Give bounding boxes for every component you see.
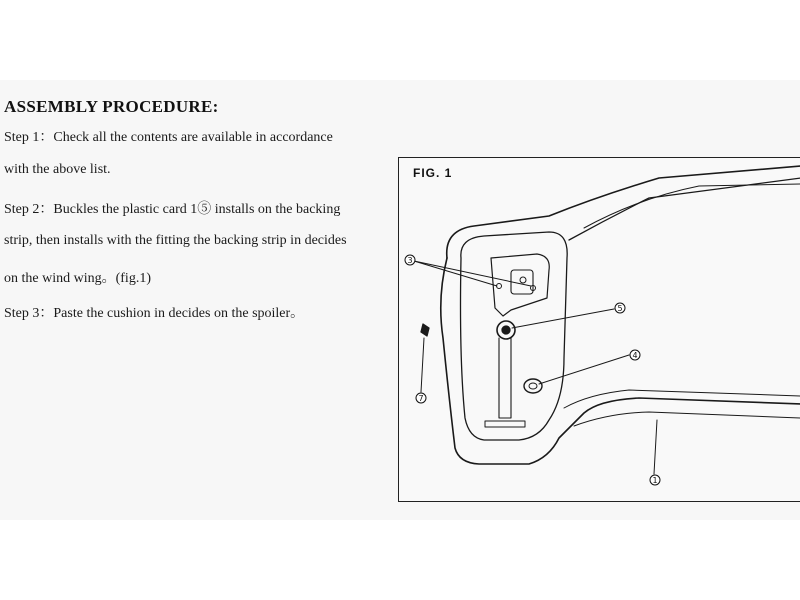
- leader-line-5: [512, 309, 614, 328]
- callout-7: [416, 393, 426, 403]
- leader-line-3b: [414, 261, 531, 286]
- step-1-line-1: Step 1：Check all the contents are available in accordance: [4, 130, 333, 145]
- step-2-line-1: Step 2：Buckles the plastic card 1⑤ installs on the backing: [4, 202, 341, 217]
- rubber-grommet-inner: [529, 383, 537, 389]
- spoiler-top-inner-edge: [584, 184, 800, 228]
- spoiler-diagram: [399, 158, 800, 502]
- leader-line-4: [539, 355, 629, 384]
- spoiler-bottom-flange: [574, 412, 800, 426]
- screw-icon: [421, 324, 429, 336]
- slot-base: [485, 421, 525, 427]
- callout-5-number: 5: [617, 304, 623, 313]
- callout-4-number: 4: [632, 351, 638, 360]
- leader-line-3a: [414, 261, 497, 286]
- leader-line-1: [654, 420, 657, 474]
- spoiler-top-edge: [569, 178, 800, 240]
- clip-hole-right: [520, 277, 526, 283]
- callout-7-number: 7: [418, 394, 424, 403]
- callout-5: [615, 303, 625, 313]
- vertical-slot: [499, 338, 511, 418]
- step-2-line-3: on the wind wing。(fig.1): [4, 271, 151, 286]
- callout-3-number: 3: [407, 256, 413, 265]
- callout-3: [405, 255, 415, 265]
- rubber-grommet: [524, 379, 542, 393]
- step-3-line-1: Step 3：Paste the cushion in decides on the spoiler。: [4, 306, 305, 321]
- figure-label: FIG. 1: [413, 166, 453, 180]
- figure-1-frame: [398, 157, 800, 502]
- end-cap-inner-outline: [461, 232, 568, 440]
- page-title: ASSEMBLY PROCEDURE:: [4, 97, 219, 116]
- leader-line-7: [421, 338, 424, 392]
- backing-strip-outline: [491, 254, 549, 316]
- nut-inner: [502, 326, 510, 334]
- step-1-line-2: with the above list.: [4, 162, 111, 177]
- step-2-line-2: strip, then installs with the fitting the backing strip in decides: [4, 233, 347, 248]
- spoiler-outer-contour: [447, 166, 800, 258]
- callout-1-number: 1: [652, 476, 658, 485]
- callout-4: [630, 350, 640, 360]
- spoiler-end-cap-outline: [441, 258, 800, 464]
- callout-1: [650, 475, 660, 485]
